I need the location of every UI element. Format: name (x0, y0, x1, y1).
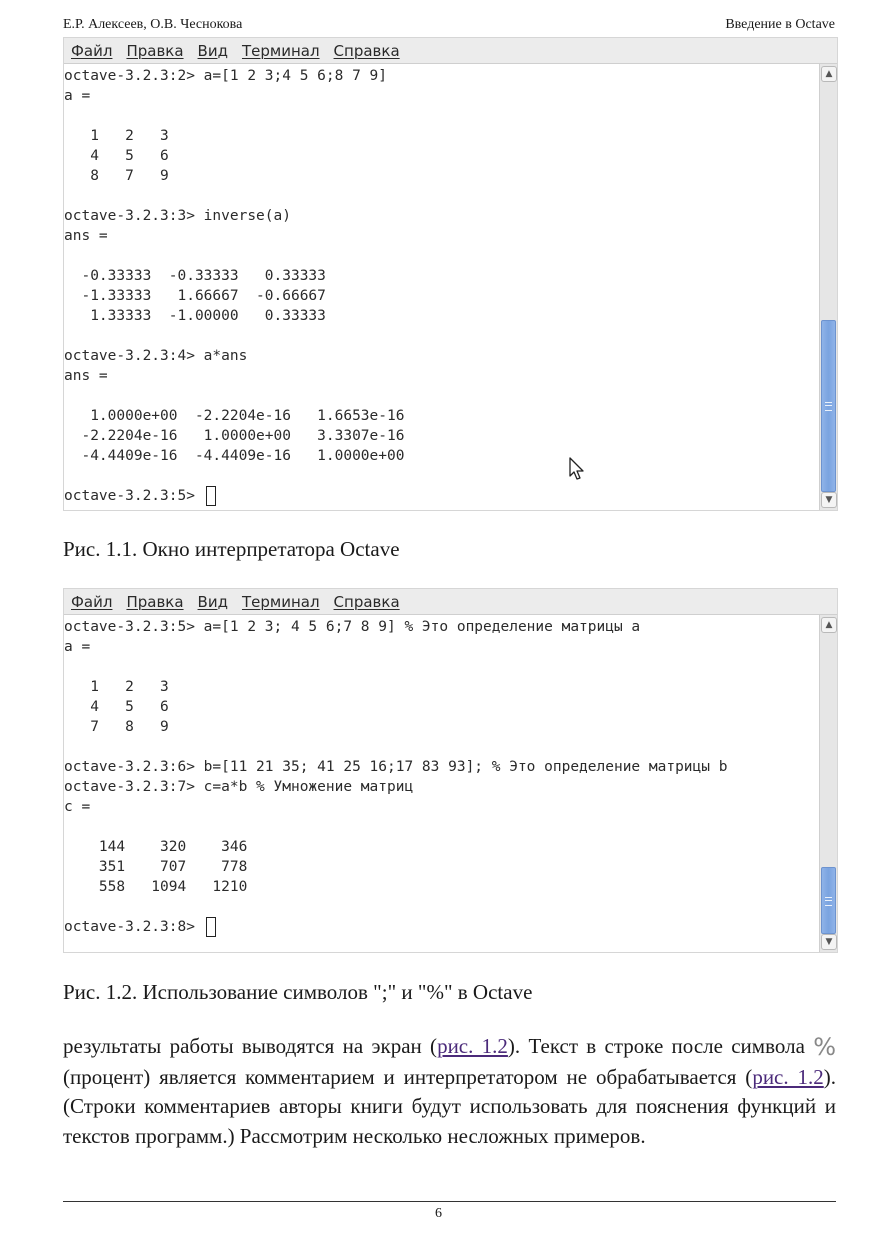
menu-help[interactable]: Справка (333, 41, 400, 60)
scroll-up-icon[interactable]: ▲ (821, 66, 837, 82)
terminal-prompt: octave-3.2.3:8> (64, 919, 204, 935)
scrollbar[interactable] (819, 615, 837, 952)
terminal-output[interactable] (64, 64, 819, 510)
terminal-line: 7 8 9 (64, 719, 169, 735)
terminal-line: c = (64, 799, 91, 815)
paragraph-text: ). (Строки комментариев авторы книги будут использовать для пояснения функций и текстов программ.) Рассмотрим несколько несложных примеров. (63, 1064, 837, 1148)
page-number: 6 (435, 1206, 442, 1221)
scrollbar-thumb[interactable] (821, 320, 836, 492)
terminal-line (64, 106, 819, 126)
terminal-line (64, 246, 819, 266)
menu-terminal[interactable]: Терминал (241, 592, 320, 611)
paragraph-text: (процент) является комментарием и интерпретатором не обрабатывается ( (63, 1064, 753, 1089)
menu-file[interactable]: Файл (71, 41, 113, 60)
terminal-line (64, 326, 819, 346)
scroll-down-icon[interactable]: ▼ (821, 934, 837, 950)
terminal-line: 1.0000e+00 -2.2204e-16 1.6653e-16 (64, 408, 405, 424)
terminal-line: 1.33333 -1.00000 0.33333 (64, 308, 326, 324)
terminal-output[interactable] (64, 615, 819, 952)
terminal-window-1 (63, 37, 838, 511)
terminal-line: 1 2 3 (64, 679, 169, 695)
paragraph-text: ). Текст в строке после символа (507, 1034, 814, 1058)
footer-rule (63, 1201, 836, 1202)
terminal-line (64, 897, 819, 917)
terminal-line: 4 5 6 (64, 148, 169, 164)
terminal-line: 558 1094 1210 (64, 879, 248, 895)
terminal-line: octave-3.2.3:3> inverse(a) (64, 208, 291, 224)
terminal-line (64, 737, 819, 757)
terminal-line: -2.2204e-16 1.0000e+00 3.3307e-16 (64, 428, 405, 444)
figure-link[interactable]: рис. 1.2 (437, 1034, 508, 1058)
terminal-prompt-line[interactable] (64, 486, 819, 506)
terminal-line: -1.33333 1.66667 -0.66667 (64, 288, 326, 304)
menu-view[interactable]: Вид (197, 592, 228, 611)
terminal-line: a = (64, 639, 91, 655)
running-header-authors: Е.Р. Алексеев, О.В. Чеснокова (63, 17, 243, 32)
terminal-prompt-line[interactable] (64, 917, 819, 937)
terminal-line: octave-3.2.3:6> b=[11 21 35; 41 25 16;17 83 93]; % Это определение матрицы b (64, 759, 728, 775)
body-paragraph (63, 1032, 836, 1151)
terminal-line: octave-3.2.3:4> a*ans (64, 348, 248, 364)
scrollbar[interactable] (819, 64, 837, 510)
terminal-line: a = (64, 88, 91, 104)
menu-view[interactable]: Вид (197, 41, 228, 60)
terminal-line (64, 817, 819, 837)
scrollbar-thumb[interactable] (821, 867, 836, 934)
terminal-window-2 (63, 588, 838, 953)
paragraph-text: результаты работы выводятся на экран ( (63, 1034, 438, 1058)
text-cursor (206, 917, 216, 937)
terminal-line: 8 7 9 (64, 168, 169, 184)
terminal-line: 351 707 778 (64, 859, 248, 875)
terminal-line (64, 657, 819, 677)
figure-link[interactable]: рис. 1.2 (752, 1064, 824, 1089)
scroll-up-icon[interactable]: ▲ (821, 617, 837, 633)
menu-edit[interactable]: Правка (126, 592, 184, 611)
menu-file[interactable]: Файл (71, 592, 113, 611)
terminal-line (64, 386, 819, 406)
terminal-line (64, 186, 819, 206)
running-header-title: Введение в Octave (725, 17, 835, 32)
menu-terminal[interactable]: Терминал (241, 41, 320, 60)
terminal-line: octave-3.2.3:2> a=[1 2 3;4 5 6;8 7 9] (64, 68, 388, 84)
percent-symbol: % (813, 1033, 836, 1061)
scroll-down-icon[interactable]: ▼ (821, 492, 837, 508)
terminal-line: 144 320 346 (64, 839, 248, 855)
menu-help[interactable]: Справка (333, 592, 400, 611)
terminal-line: octave-3.2.3:7> c=a*b % Умножение матриц (64, 779, 414, 795)
terminal-line: 1 2 3 (64, 128, 169, 144)
menu-bar (64, 38, 837, 64)
text-cursor (206, 486, 216, 506)
terminal-line: ans = (64, 368, 108, 384)
terminal-line: -4.4409e-16 -4.4409e-16 1.0000e+00 (64, 448, 405, 464)
menu-edit[interactable]: Правка (126, 41, 184, 60)
terminal-line: octave-3.2.3:5> a=[1 2 3; 4 5 6;7 8 9] % Это определение матрицы a (64, 619, 641, 635)
figure-caption-2: Рис. 1.2. Использование символов ";" и "%" в Octave (63, 980, 533, 1004)
menu-bar (64, 589, 837, 615)
terminal-line: ans = (64, 228, 108, 244)
terminal-line: -0.33333 -0.33333 0.33333 (64, 268, 326, 284)
terminal-line (64, 466, 819, 486)
figure-caption-1: Рис. 1.1. Окно интерпретатора Octave (63, 537, 400, 561)
terminal-line: 4 5 6 (64, 699, 169, 715)
mouse-pointer-icon (569, 457, 587, 483)
terminal-prompt: octave-3.2.3:5> (64, 488, 204, 504)
